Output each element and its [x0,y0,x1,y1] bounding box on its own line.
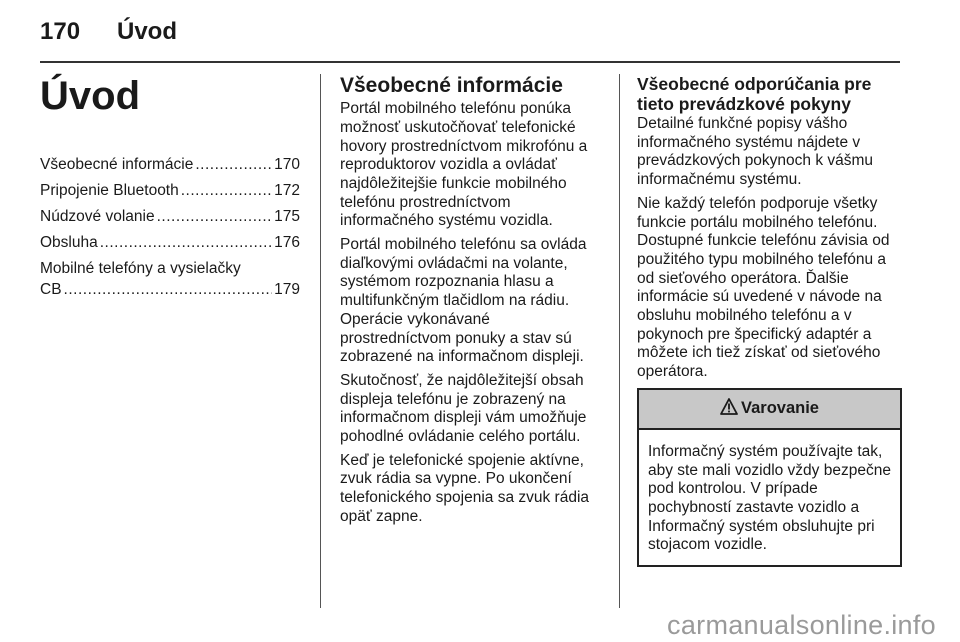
body-paragraph: Detailné funkčné popisy vášho informačného systému nájdete v prevádzkových pokynoch k vášmu informačnému systému. [637,115,874,189]
running-section-title: Úvod [117,18,177,45]
toc-item[interactable] [40,180,300,201]
warning-body [639,430,900,565]
toc-item[interactable] [40,154,300,175]
body-paragraph: Portál mobilného telefónu sa ovláda diaľkovými ovládačmi na volante, systémom rozpoznania hlasu a multifunkčným tlačidlom na rádiu. Operácie vykonávané prostredníctvom ponuky a stav sú zobrazené na informačnom displeji. [340,236,587,366]
toc-column [40,74,300,305]
page-number: 170 [40,18,81,45]
section-heading: Všeobecné informácie [340,74,563,97]
toc-leader-dots [100,232,272,253]
recommendations-column [637,74,902,567]
warning-header [639,390,900,430]
body-paragraph: Nie každý telefón podporuje všetky funkcie portálu mobilného telefónu. Dostupné funkcie telefónu závisia od použitého typu mobilného telefónu a od sieťového operátora. Ďalšie informácie sú uvedené v návode na obsluhu mobilného telefónu a v pokynoch pre špecifický adaptér a môžete ich tiež získať od sieťového operátora. [637,194,890,381]
toc-item[interactable] [40,206,300,227]
toc-item-page: 176 [274,234,300,251]
toc-item-page: 175 [274,208,300,225]
subsection-heading: Všeobecné odporúčania pre tieto prevádzkové pokyny [637,74,872,114]
toc-item-label: Pripojenie Bluetooth [40,182,179,199]
toc-item-page: 172 [274,182,300,199]
body-paragraph: Keď je telefonické spojenie aktívne, zvuk rádia sa vypne. Po ukončení telefonického spojenia sa zvuk rádia opäť zapne. [340,451,590,525]
toc-item-label-line1: Mobilné telefóny a vysielačky [40,260,241,277]
warning-text: Informačný systém používajte tak, aby ste mali vozidlo vždy bezpečne pod kontrolou. V prípade pochybností zastavte vozidlo a Informačný systém obsluhujte pri stojacom vozidle. [648,442,891,554]
warning-box [637,388,902,567]
toc-item-page: 170 [274,156,300,173]
toc-item-label: Núdzové volanie [40,208,155,225]
header-divider [40,61,900,63]
column-divider [619,74,620,608]
toc-leader-dots [195,154,272,175]
watermark: carmanualsonline.info [667,610,936,640]
toc-item-label: Obsluha [40,234,98,251]
toc-item[interactable] [40,258,300,300]
toc-item[interactable] [40,232,300,253]
general-info-column [340,74,602,532]
warning-title: Varovanie [741,399,819,418]
toc-leader-dots [181,180,272,201]
toc-leader-dots [64,279,273,300]
toc-item-page: 179 [274,281,300,298]
toc-item-label: CB [40,281,62,298]
column-divider [320,74,321,608]
chapter-title: Úvod [40,74,140,118]
warning-triangle-icon [720,398,741,420]
toc-item-label: Všeobecné informácie [40,156,194,173]
body-paragraph: Portál mobilného telefónu ponúka možnosť uskutočňovať telefonické hovory prostredníctvom mikrofónu a reproduktorov vozidla a ovládať najdôležitejšie funkcie mobilného telefónu prostredníctvom informačného systému vozidla. [340,100,588,230]
toc-leader-dots [157,206,273,227]
body-paragraph: Skutočnosť, že najdôležitejší obsah displeja telefónu je zobrazený na informačnom displeji vám umožňuje pohodlné ovládanie celého portálu. [340,371,587,446]
table-of-contents [40,154,300,300]
